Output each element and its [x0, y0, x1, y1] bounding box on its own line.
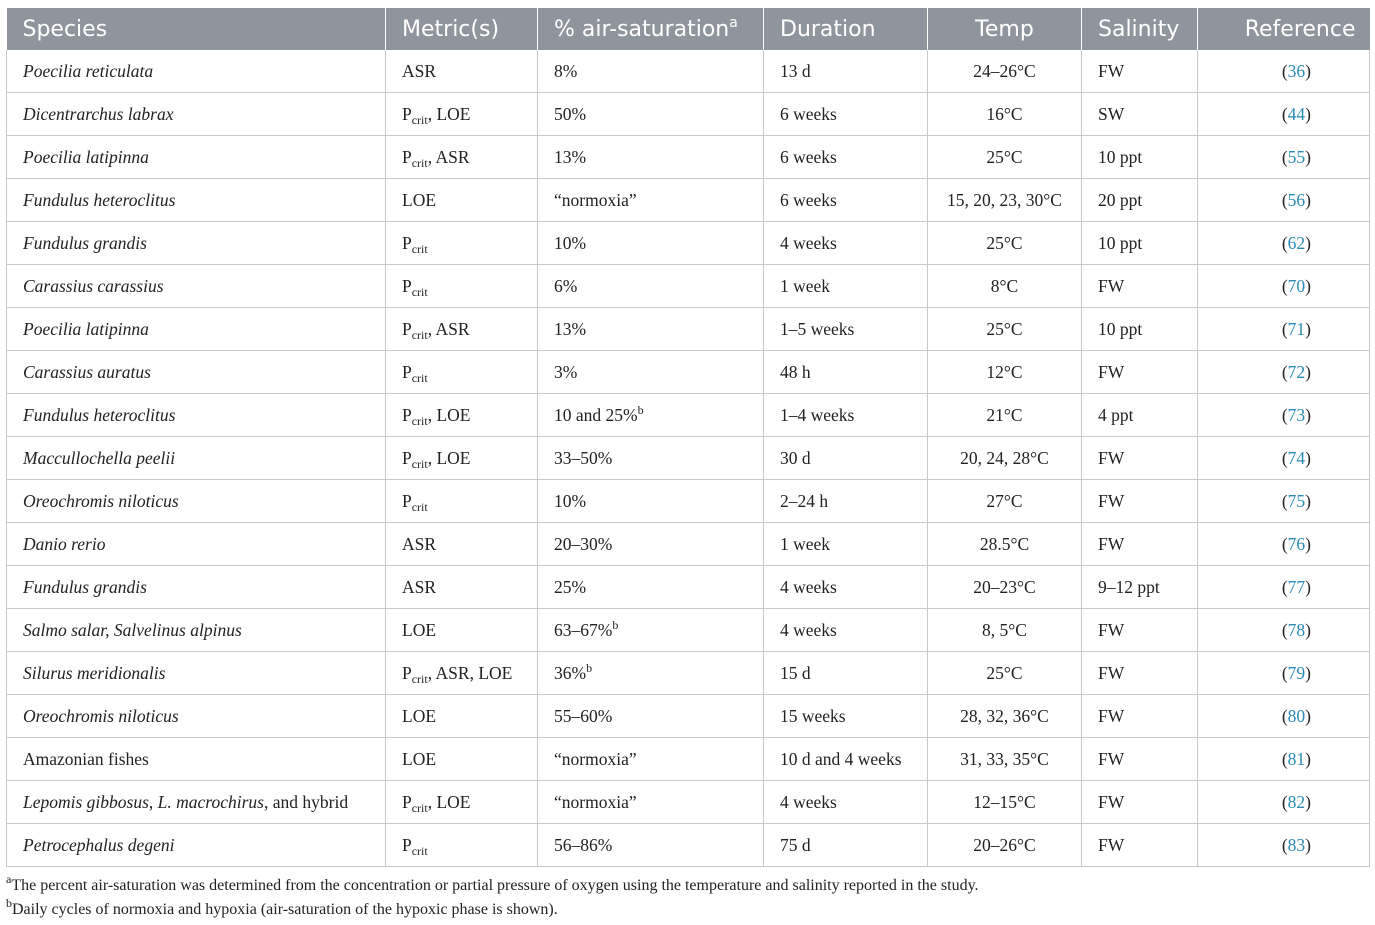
cell-metrics — [386, 695, 538, 738]
cell-duration: 6 weeks — [764, 136, 928, 179]
cell-species — [7, 394, 386, 437]
cell-metrics — [386, 480, 538, 523]
footnote-mark: b — [6, 896, 12, 910]
cell-reference: (77) — [1198, 566, 1370, 609]
reference-link[interactable]: 71 — [1287, 318, 1306, 339]
metric: ASR — [402, 576, 437, 597]
cell-metrics — [386, 265, 538, 308]
cell-metrics: $P_{crit}$, ASR, LOE — [386, 652, 538, 695]
reference-link[interactable]: 56 — [1287, 189, 1306, 210]
cell-reference: (70) — [1198, 265, 1370, 308]
metric: $P_{crit}$ — [402, 146, 428, 170]
cell-salinity: 20 ppt — [1082, 179, 1198, 222]
footnote-mark: a — [6, 872, 12, 886]
cell-air-saturation — [538, 566, 764, 609]
metric: $P_{crit}$ — [402, 447, 428, 471]
cell-reference: (71) — [1198, 308, 1370, 351]
metric: ASR — [402, 60, 437, 81]
cell-metrics — [386, 609, 538, 652]
table-row — [7, 265, 1370, 308]
reference-link[interactable]: 75 — [1287, 490, 1306, 511]
cell-species — [7, 179, 386, 222]
cell-metrics: $P_{crit}$, LOE — [386, 781, 538, 824]
metric: LOE — [436, 103, 471, 124]
species-name: Amazonian fishes — [23, 748, 149, 769]
cell-reference: (78) — [1198, 609, 1370, 652]
cell-salinity: FW — [1082, 738, 1198, 781]
saturation-value: 13% — [554, 318, 587, 339]
cell-temp: 20, 24, 28°C — [928, 437, 1082, 480]
metric: $P_{crit}$ — [402, 318, 428, 342]
cell-species — [7, 480, 386, 523]
table-row — [7, 738, 1370, 781]
cell-species — [7, 695, 386, 738]
metric: LOE — [436, 404, 471, 425]
metric: $P_{crit}$ — [402, 232, 428, 256]
cell-salinity: 4 ppt — [1082, 394, 1198, 437]
cell-air-saturation — [538, 136, 764, 179]
reference-link[interactable]: 82 — [1287, 791, 1306, 812]
metric: LOE — [402, 189, 437, 210]
cell-air-saturation — [538, 351, 764, 394]
reference-link[interactable]: 36 — [1287, 60, 1306, 81]
table-row — [7, 824, 1370, 867]
cell-air-saturation — [538, 480, 764, 523]
cell-species — [7, 781, 386, 824]
reference-link[interactable]: 55 — [1287, 146, 1306, 167]
species-name: Fundulus grandis — [23, 576, 147, 597]
reference-link[interactable]: 44 — [1287, 103, 1306, 124]
cell-reference: (55) — [1198, 136, 1370, 179]
species-name: Maccullochella peelii — [23, 447, 176, 468]
saturation-value: 10% — [554, 232, 587, 253]
cell-temp: 28, 32, 36°C — [928, 695, 1082, 738]
species-name: Petrocephalus degeni — [23, 834, 175, 855]
cell-temp: 25°C — [928, 222, 1082, 265]
species-part: , — [148, 791, 158, 812]
header-duration: Duration — [764, 8, 928, 50]
header-species: Species — [7, 8, 386, 50]
cell-reference: (56) — [1198, 179, 1370, 222]
table-row — [7, 136, 1370, 179]
cell-air-saturation — [538, 781, 764, 824]
cell-temp: 15, 20, 23, 30°C — [928, 179, 1082, 222]
table-row — [7, 695, 1370, 738]
cell-species — [7, 523, 386, 566]
cell-metrics: $P_{crit}$, ASR — [386, 308, 538, 351]
species-name: Danio rerio — [23, 533, 106, 554]
cell-temp: 8, 5°C — [928, 609, 1082, 652]
reference-link[interactable]: 72 — [1287, 361, 1306, 382]
cell-air-saturation — [538, 652, 764, 695]
metric: ASR — [435, 318, 470, 339]
cell-air-saturation — [538, 265, 764, 308]
cell-reference: (62) — [1198, 222, 1370, 265]
cell-reference: (76) — [1198, 523, 1370, 566]
cell-reference: (36) — [1198, 50, 1370, 93]
cell-air-saturation — [538, 523, 764, 566]
table-row — [7, 308, 1370, 351]
cell-species — [7, 265, 386, 308]
metric: $P_{crit}$ — [402, 791, 428, 815]
cell-salinity: FW — [1082, 824, 1198, 867]
metric: LOE — [478, 662, 513, 683]
cell-metrics — [386, 523, 538, 566]
metric: $P_{crit}$ — [402, 834, 428, 858]
reference-link[interactable]: 62 — [1287, 232, 1306, 253]
cell-air-saturation — [538, 609, 764, 652]
species-part: , and hybrid — [263, 791, 349, 812]
cell-duration: 48 h — [764, 351, 928, 394]
cell-duration: 6 weeks — [764, 93, 928, 136]
cell-metrics: $P_{crit}$, LOE — [386, 394, 538, 437]
cell-temp: 21°C — [928, 394, 1082, 437]
saturation-value: 13% — [554, 146, 587, 167]
footnote-a — [6, 874, 1369, 898]
saturation-value: 36% — [554, 662, 587, 683]
metric: LOE — [436, 447, 471, 468]
cell-salinity: FW — [1082, 437, 1198, 480]
table-row — [7, 480, 1370, 523]
cell-salinity: FW — [1082, 480, 1198, 523]
metric: $P_{crit}$ — [402, 361, 428, 385]
cell-temp: 16°C — [928, 93, 1082, 136]
cell-metrics — [386, 351, 538, 394]
cell-air-saturation — [538, 308, 764, 351]
cell-salinity: 10 ppt — [1082, 136, 1198, 179]
cell-duration: 4 weeks — [764, 781, 928, 824]
cell-salinity: SW — [1082, 93, 1198, 136]
cell-species — [7, 222, 386, 265]
cell-air-saturation — [538, 50, 764, 93]
table-row — [7, 394, 1370, 437]
metric: ASR — [435, 146, 470, 167]
cell-salinity: 10 ppt — [1082, 222, 1198, 265]
footnote-text: Daily cycles of normoxia and hypoxia (air-saturation of the hypoxic phase is shown). — [12, 901, 558, 918]
cell-duration: 4 weeks — [764, 609, 928, 652]
reference-link[interactable]: 78 — [1287, 619, 1306, 640]
cell-temp: 25°C — [928, 136, 1082, 179]
footnote-mark: a — [729, 14, 738, 31]
cell-reference: (74) — [1198, 437, 1370, 480]
reference-link[interactable]: 70 — [1287, 275, 1306, 296]
table-row — [7, 222, 1370, 265]
saturation-value: “normoxia” — [554, 748, 637, 769]
metric: ASR — [435, 662, 470, 683]
cell-duration: 4 weeks — [764, 222, 928, 265]
cell-salinity: FW — [1082, 652, 1198, 695]
footnote-text: The percent air-saturation was determined from the concentration or partial pressure of oxygen using the temperature and salinity reported in the study. — [11, 877, 979, 894]
cell-species — [7, 824, 386, 867]
cell-duration: 15 d — [764, 652, 928, 695]
cell-duration: 1–5 weeks — [764, 308, 928, 351]
footnote-b — [6, 898, 1369, 922]
saturation-value: 55–60% — [554, 705, 613, 726]
header-metrics: Metric(s) — [386, 8, 538, 50]
cell-species — [7, 609, 386, 652]
cell-reference: (73) — [1198, 394, 1370, 437]
cell-air-saturation — [538, 222, 764, 265]
cell-temp: 12°C — [928, 351, 1082, 394]
cell-species — [7, 308, 386, 351]
saturation-value: 8% — [554, 60, 578, 81]
cell-metrics — [386, 824, 538, 867]
cell-reference: (44) — [1198, 93, 1370, 136]
reference-link[interactable]: 83 — [1287, 834, 1306, 855]
saturation-value: 20–30% — [554, 533, 613, 554]
metric: LOE — [436, 791, 471, 812]
footnotes — [6, 874, 1369, 922]
hypoxia-acclimation-table — [6, 8, 1370, 867]
reference-link[interactable]: 81 — [1287, 748, 1306, 769]
species-name: Silurus meridionalis — [23, 662, 166, 683]
cell-temp: 20–23°C — [928, 566, 1082, 609]
cell-temp: 25°C — [928, 308, 1082, 351]
header-air-saturation: % air-saturation$^a$ — [538, 8, 764, 50]
table-row — [7, 523, 1370, 566]
cell-salinity: FW — [1082, 695, 1198, 738]
table-row — [7, 50, 1370, 93]
cell-species — [7, 566, 386, 609]
cell-metrics — [386, 222, 538, 265]
reference-link[interactable]: 77 — [1287, 576, 1306, 597]
table-row — [7, 179, 1370, 222]
saturation-value: 50% — [554, 103, 587, 124]
cell-duration: 1–4 weeks — [764, 394, 928, 437]
cell-temp: 25°C — [928, 652, 1082, 695]
footnote-mark: b — [586, 660, 593, 675]
metric: $P_{crit}$ — [402, 662, 428, 686]
cell-metrics — [386, 738, 538, 781]
cell-species — [7, 93, 386, 136]
saturation-value: 56–86% — [554, 834, 613, 855]
header-temp: Temp — [928, 8, 1082, 50]
table-row — [7, 652, 1370, 695]
cell-salinity: FW — [1082, 781, 1198, 824]
cell-air-saturation — [538, 695, 764, 738]
saturation-value: 10% — [554, 490, 587, 511]
cell-duration: 13 d — [764, 50, 928, 93]
metric: LOE — [402, 619, 437, 640]
cell-duration: 75 d — [764, 824, 928, 867]
cell-duration: 10 d and 4 weeks — [764, 738, 928, 781]
cell-reference: (83) — [1198, 824, 1370, 867]
cell-reference: (79) — [1198, 652, 1370, 695]
cell-duration: 1 week — [764, 523, 928, 566]
cell-duration: 4 weeks — [764, 566, 928, 609]
table-header-row — [7, 8, 1370, 50]
table-body — [7, 50, 1370, 867]
species-name: Fundulus heteroclitus — [23, 404, 176, 425]
reference-link[interactable]: 76 — [1287, 533, 1306, 554]
species-name: Oreochromis niloticus — [23, 490, 179, 511]
cell-salinity: 10 ppt — [1082, 308, 1198, 351]
cell-salinity: FW — [1082, 523, 1198, 566]
metric: $P_{crit}$ — [402, 490, 428, 514]
reference-link[interactable]: 73 — [1287, 404, 1306, 425]
header-salinity: Salinity — [1082, 8, 1198, 50]
saturation-value: 6% — [554, 275, 578, 296]
table-row — [7, 609, 1370, 652]
cell-metrics: $P_{crit}$, LOE — [386, 437, 538, 480]
cell-salinity: FW — [1082, 351, 1198, 394]
species-name: Oreochromis niloticus — [23, 705, 179, 726]
cell-species — [7, 437, 386, 480]
cell-species — [7, 652, 386, 695]
cell-salinity: FW — [1082, 609, 1198, 652]
saturation-value: 63–67% — [554, 619, 613, 640]
cell-salinity: 9–12 ppt — [1082, 566, 1198, 609]
cell-species — [7, 50, 386, 93]
cell-metrics — [386, 566, 538, 609]
table-row — [7, 351, 1370, 394]
cell-metrics — [386, 179, 538, 222]
cell-reference: (81) — [1198, 738, 1370, 781]
cell-reference: (82) — [1198, 781, 1370, 824]
cell-species — [7, 351, 386, 394]
cell-metrics: $P_{crit}$, ASR — [386, 136, 538, 179]
footnote-mark: b — [612, 617, 619, 632]
table-row — [7, 781, 1370, 824]
cell-air-saturation — [538, 394, 764, 437]
cell-reference: (80) — [1198, 695, 1370, 738]
saturation-value: “normoxia” — [554, 189, 637, 210]
cell-air-saturation — [538, 437, 764, 480]
metric: LOE — [402, 705, 437, 726]
cell-metrics — [386, 50, 538, 93]
species-name: Poecilia latipinna — [23, 146, 149, 167]
cell-salinity: FW — [1082, 265, 1198, 308]
saturation-value: 3% — [554, 361, 578, 382]
cell-temp: 12–15°C — [928, 781, 1082, 824]
metric: $P_{crit}$ — [402, 103, 428, 127]
cell-temp: 20–26°C — [928, 824, 1082, 867]
species-part: L. macrochirus — [157, 791, 264, 812]
species-name: Carassius auratus — [23, 361, 151, 382]
cell-air-saturation — [538, 93, 764, 136]
cell-duration: 15 weeks — [764, 695, 928, 738]
cell-temp: 24–26°C — [928, 50, 1082, 93]
cell-metrics: $P_{crit}$, LOE — [386, 93, 538, 136]
cell-species — [7, 738, 386, 781]
saturation-value: 25% — [554, 576, 587, 597]
cell-temp: 28.5°C — [928, 523, 1082, 566]
cell-reference: (75) — [1198, 480, 1370, 523]
saturation-value: 33–50% — [554, 447, 613, 468]
species-name: Fundulus grandis — [23, 232, 147, 253]
table-row — [7, 437, 1370, 480]
reference-link[interactable]: 79 — [1287, 662, 1306, 683]
saturation-value: “normoxia” — [554, 791, 637, 812]
cell-duration: 2–24 h — [764, 480, 928, 523]
cell-species — [7, 136, 386, 179]
cell-air-saturation — [538, 824, 764, 867]
cell-salinity: FW — [1082, 50, 1198, 93]
metric: LOE — [402, 748, 437, 769]
species-part: Lepomis gibbosus — [23, 791, 149, 812]
species-name: Dicentrarchus labrax — [23, 103, 174, 124]
header-reference: Reference — [1198, 8, 1370, 50]
species-name: Poecilia reticulata — [23, 60, 154, 81]
cell-air-saturation — [538, 179, 764, 222]
reference-link[interactable]: 80 — [1287, 705, 1306, 726]
species-name: Carassius carassius — [23, 275, 164, 296]
cell-duration: 6 weeks — [764, 179, 928, 222]
saturation-value: 10 and 25% — [554, 404, 638, 425]
metric: ASR — [402, 533, 437, 554]
species-name: Fundulus heteroclitus — [23, 189, 176, 210]
table-row — [7, 566, 1370, 609]
footnote-mark: b — [637, 402, 644, 417]
metric: $P_{crit}$ — [402, 404, 428, 428]
species-name: Salmo salar, Salvelinus alpinus — [23, 619, 242, 640]
table-row — [7, 93, 1370, 136]
metric: $P_{crit}$ — [402, 275, 428, 299]
cell-duration: 1 week — [764, 265, 928, 308]
cell-temp: 27°C — [928, 480, 1082, 523]
species-name: Poecilia latipinna — [23, 318, 149, 339]
reference-link[interactable]: 74 — [1287, 447, 1306, 468]
cell-reference: (72) — [1198, 351, 1370, 394]
cell-temp: 8°C — [928, 265, 1082, 308]
cell-duration: 30 d — [764, 437, 928, 480]
cell-air-saturation — [538, 738, 764, 781]
cell-temp: 31, 33, 35°C — [928, 738, 1082, 781]
